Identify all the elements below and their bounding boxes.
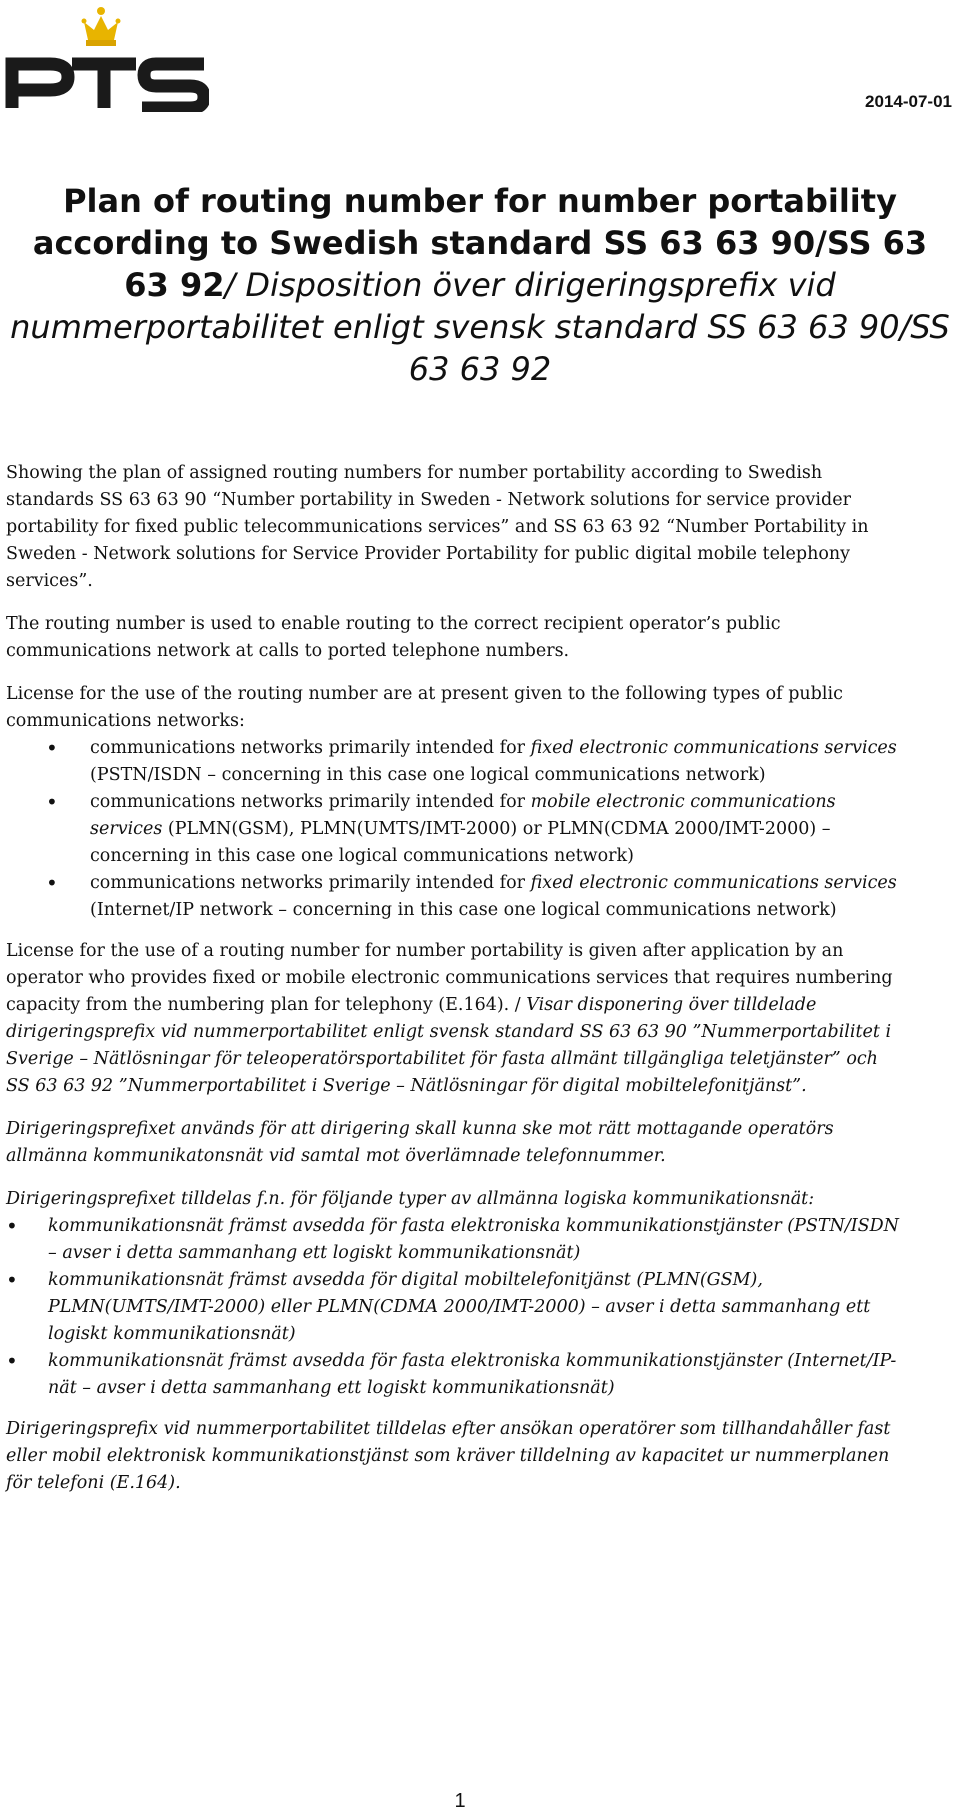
pts-wordmark [12,64,204,108]
swedish-intro-text: Visar disponering över tilldelade dirigeringsprefix vid nummerportabilitet enligt svensk standard SS 63 63 90 ”Nummerportabilitet i Sverige – Nätlösningar för teleoperatörsportabilitet för fasta allmänt tillgängliga teletjänster” och SS 63 63 92 ”Nummerportabilitet i Sverige – Nätlösningar för digital mobiltelefonitjänst”. [6,995,892,1096]
list-item [6,735,906,789]
list-item [6,870,906,924]
swedish-network-list [6,1213,906,1402]
list-item-text: communications networks primarily intended for [90,738,531,758]
swedish-routing-paragraph: Dirigeringsprefixet används för att dirigering skall kunna ske mot rätt mottagande operatörs allmänna kommunikatonsnät vid samtal mot överlämnade telefonnummer. [6,1119,834,1166]
english-network-list [6,735,906,924]
title-separator: / [224,266,236,304]
list-item-emphasis: fixed electronic communications services [530,873,897,893]
list-item-text: (PSTN/ISDN – concerning in this case one logical communications network) [90,765,766,785]
list-item-emphasis: mobile electronic communications services [90,792,836,839]
title-swedish: Disposition över dirigeringsprefix vid nummerportabilitet enligt svensk standard SS 63 63 90/SS 63 63 92 [10,266,950,388]
english-application-paragraph [6,938,906,1100]
list-item-emphasis: fixed electronic communications services [530,738,897,758]
list-item: • kommunikationsnät främst avsedda för fasta elektroniska kommunikationstjänster (PSTN/ISDN – avser i detta sammanhang ett logiskt kommunikationsnät) [6,1213,906,1267]
english-license-paragraph: License for the use of the routing number are at present given to the following types of public communications networks: [6,684,843,731]
list-item: • kommunikationsnät främst avsedda för fasta elektroniska kommunikationstjänster (Internet/IP-nät – avser i detta sammanhang ett logiskt kommunikationsnät) [6,1348,906,1402]
document-body [6,460,906,1513]
application-text: License for the use of a routing number for number portability is given after application by an operator who provides fixed or mobile electronic communications services that requires numbering capacity from the numbering plan for telephony (E.164). / [6,941,893,1015]
list-item [6,789,906,870]
crown-icon [82,7,121,46]
swedish-application-paragraph: Dirigeringsprefix vid nummerportabilitet tilldelas efter ansökan operatörer som tillhandahåller fast eller mobil elektronisk kommunikationstjänst som kräver tilldelning av kapacitet ur nummerplanen för telefoni (E.164). [6,1419,891,1493]
page-number: 1 [454,1790,466,1812]
list-item-text: communications networks primarily intended for [90,792,531,812]
list-item: • kommunikationsnät främst avsedda för digital mobiltelefonitjänst (PLMN(GSM), PLMN(UMTS/IMT-2000) eller PLMN(CDMA 2000/IMT-2000) – avser i detta sammanhang ett logiskt kommunikationsnät) [6,1267,906,1348]
english-routing-paragraph: The routing number is used to enable routing to the correct recipient operator’s public communications network at calls to ported telephone numbers. [6,614,781,661]
english-intro-paragraph: Showing the plan of assigned routing numbers for number portability according to Swedish standards SS 63 63 90 “Number portability in Sweden - Network solutions for service provider portability for fixed public telecommunications services” and SS 63 63 92 “Number Portability in Sweden - Network solutions for Service Provider Portability for public digital mobile telephony services”. [6,463,869,591]
document-date: 2014-07-01 [865,92,952,111]
list-item-text: (Internet/IP network – concerning in this case one logical communications network) [90,900,837,920]
list-item-text: (PLMN(GSM), PLMN(UMTS/IMT-2000) or PLMN(CDMA 2000/IMT-2000) – concerning in this case one logical communications network) [90,819,831,866]
title-english: Plan of routing number for number portability according to Swedish standard SS 63 63 90/SS 63 63 92 [32,182,928,304]
page-title [10,180,950,390]
pts-logo [4,2,209,112]
list-item-text: communications networks primarily intended for [90,873,531,893]
swedish-license-paragraph: Dirigeringsprefixet tilldelas f.n. för följande typer av allmänna logiska kommunikationsnät: [6,1189,815,1209]
